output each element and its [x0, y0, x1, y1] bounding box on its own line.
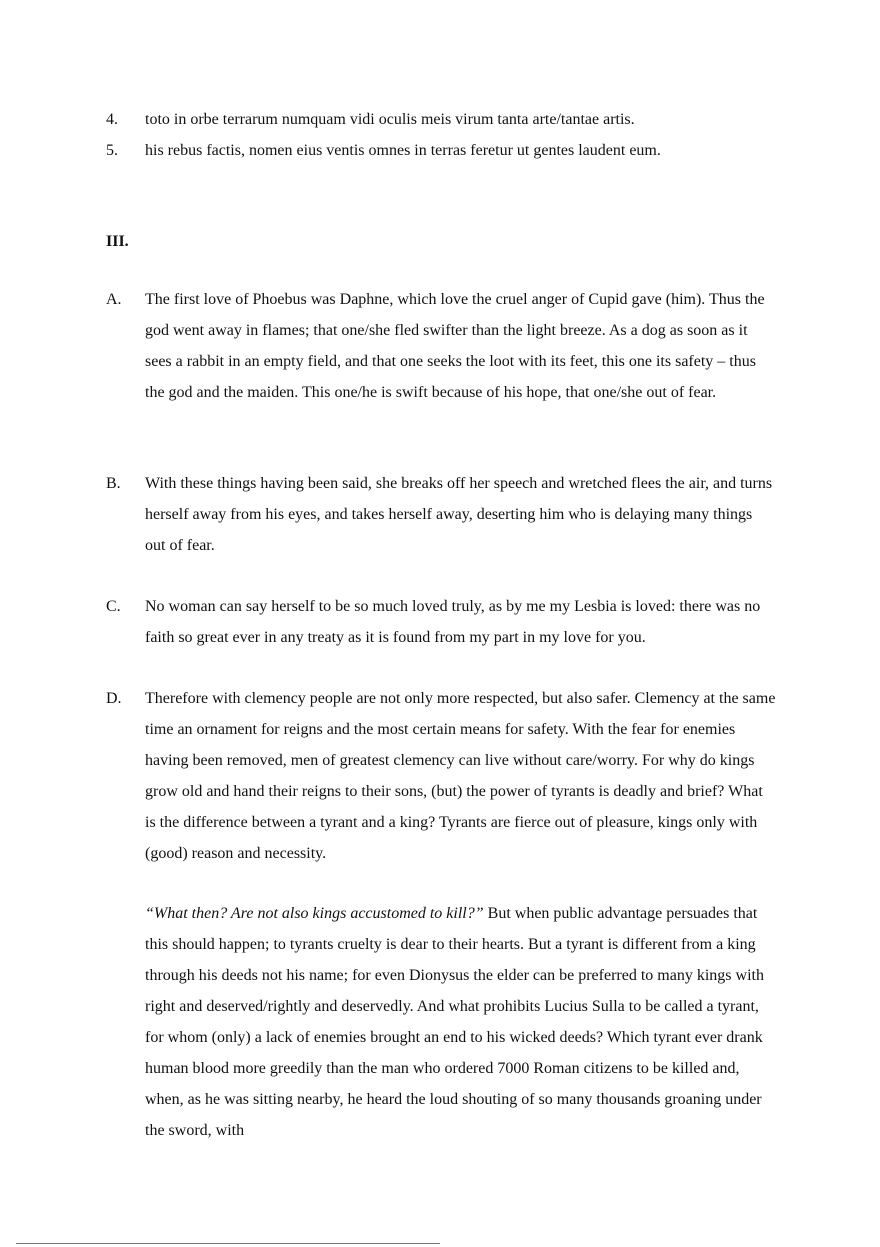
footnote-separator	[16, 1243, 440, 1244]
sentence-text: his rebus factis, nomen eius ventis omnes in terras feretur ut gentes laudent eum.	[145, 142, 661, 159]
section-heading: III.	[106, 233, 129, 250]
translation-text: But when public advantage persuades that this should happen; to tyrants cruelty is dear to their hearts. But a tyrant is different from a king through his deeds not his name; for even Dionysus the elder can be preferred to many kings with right and deserved/rightly and deservedly. And what prohibits Lucius Sulla to be called a tyrant, for whom (only) a lack of enemies brought an end to his wicked deeds? Which tyrant ever drank human blood more greedily than the man who ordered 7000 Roman citizens to be killed and, when, as he was sitting nearby, he heard the loud shouting of so many thousands groaning under the sword, with	[145, 905, 764, 1139]
sentence-item	[106, 104, 806, 135]
translation-d-continued	[145, 898, 776, 1146]
sentence-number: 4.	[106, 111, 118, 128]
translation-text: With these things having been said, she breaks off her speech and wretched flees the air, and turns herself away from his eyes, and takes herself away, deserting him who is delaying many things out of fear.	[145, 475, 773, 554]
translation-text: No woman can say herself to be so much loved truly, as by me my Lesbia is loved: there was no faith so great ever in any treaty as it is found from my part in my love for you.	[145, 598, 761, 646]
translation-text: The first love of Phoebus was Daphne, which love the cruel anger of Cupid gave (him). Thus the god went away in flames; that one/she fled swifter than the light breeze. As a dog as soon as it sees a rabbit in an empty field, and that one seeks the loot with its feet, this one its safety – thus the god and the maiden. This one/he is swift because of his hope, that one/she out of fear.	[145, 291, 765, 401]
sentence-item	[106, 135, 806, 166]
sentence-text: toto in orbe terrarum numquam vidi oculis meis virum tanta arte/tantae artis.	[145, 111, 635, 128]
translation-text: Therefore with clemency people are not only more respected, but also safer. Clemency at the same time an ornament for reigns and the most certain means for safety. With the fear for enemies having been removed, men of greatest clemency can live without care/worry. For why do kings grow old and hand their reigns to their sons, (but) the power of tyrants is deadly and brief? What is the difference between a tyrant and a king? Tyrants are fierce out of pleasure, kings only with (good) reason and necessity.	[145, 690, 776, 862]
translation-label: D.	[106, 690, 122, 707]
quoted-question: “What then? Are not also kings accustomed to kill?”	[145, 905, 484, 922]
latin-sentence-list	[106, 104, 806, 166]
translation-d	[106, 683, 786, 869]
translation-label: A.	[106, 291, 122, 308]
translation-a	[106, 284, 786, 408]
translation-c	[106, 591, 786, 653]
translation-label: B.	[106, 475, 121, 492]
translation-label: C.	[106, 598, 121, 615]
translation-b	[106, 468, 786, 561]
sentence-number: 5.	[106, 142, 118, 159]
